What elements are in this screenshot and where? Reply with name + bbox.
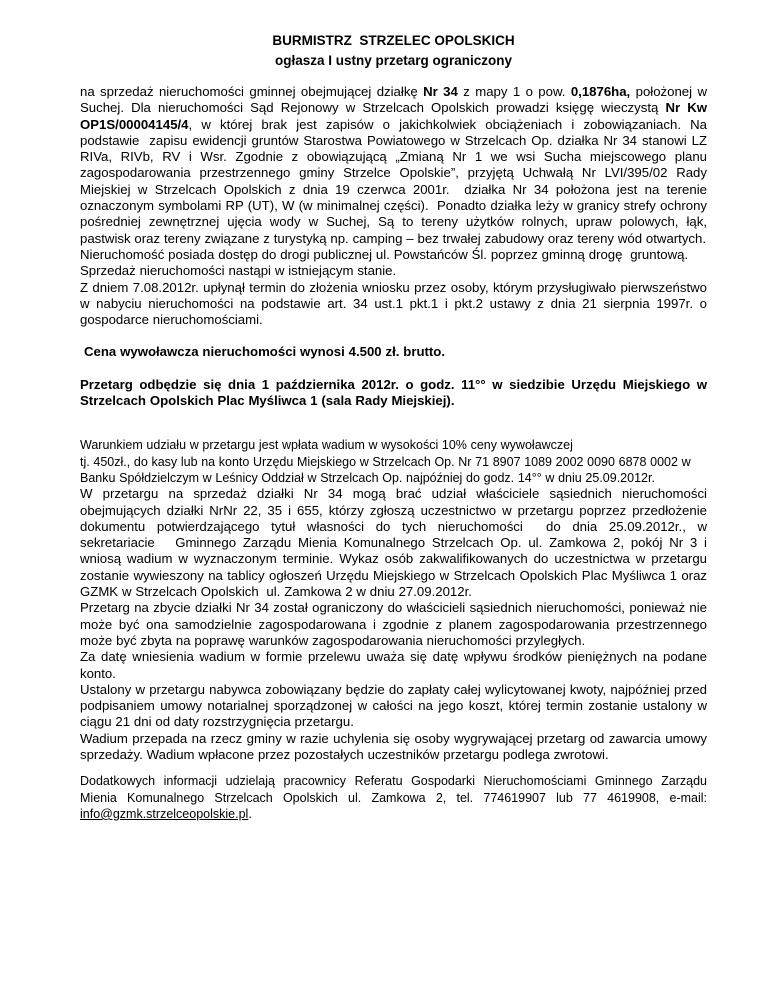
text-run: Przetarg odbędzie się dnia 1 października 2012r. o godz. 11°° w siedzibie Urzędu Miejskiego w Strzelcach Opolskich Plac Myśliwca 1 (sala Rady Miejskiej). bbox=[80, 376, 707, 409]
text-run: Za datę wniesienia wadium w formie przelewu uważa się datę wpływu środków pieniężnych na podane konto. bbox=[80, 649, 707, 681]
text-run: Cena wywoławcza nieruchomości wynosi 4.500 zł. brutto. bbox=[84, 344, 446, 360]
text-run: z mapy 1 o pow. bbox=[457, 84, 571, 99]
email-link[interactable]: info@gzmk.strzelceopolskie.pl bbox=[80, 806, 249, 821]
text-run: 0,1876ha, bbox=[570, 84, 631, 99]
text-run: Nr 34 bbox=[423, 84, 458, 99]
deposit-forfeiture-paragraph bbox=[80, 731, 707, 764]
text-run: na sprzedaż nieruchomości gminnej obejmującej działkę bbox=[80, 84, 424, 99]
deposit-requirements-paragraph bbox=[80, 437, 707, 486]
deposit-transfer-date-paragraph bbox=[80, 649, 707, 682]
participation-conditions-paragraph bbox=[80, 486, 707, 600]
document-body bbox=[80, 84, 707, 822]
text-run: Wadium przepada na rzecz gminy w razie uchylenia się osoby wygrywającej przetarg od zawarcia umowy sprzedaży. Wadium wpłacone przez pozostałych uczestników przetargu podlega zwrotowi. bbox=[80, 730, 707, 762]
text-run: Z dniem 7.08.2012r. upłynął termin do złożenia wniosku przez osoby, którym przysługiwało pierwszeństwo w nabyciu nieruchomości na podstawie art. 34 ust.1 pkt.1 i pkt.2 ustawy z dnia 21 sierpnia 1997r. o gospodarce nieruchomościami. bbox=[80, 279, 707, 328]
document-subtitle: ogłasza I ustny przetarg ograniczony bbox=[274, 53, 513, 68]
property-description-paragraph bbox=[80, 84, 707, 247]
document-header bbox=[80, 31, 707, 71]
text-run: położonej w Suchej. Dla nieruchomości Sąd Rejonowy w Strzelcach Opolskich prowadzi księgę wieczystą bbox=[80, 84, 707, 116]
auction-restriction-paragraph bbox=[80, 600, 707, 649]
sale-condition-paragraph bbox=[80, 263, 707, 279]
text-run: , w której brak jest zapisów o jakichkolwiek obciążeniach i zobowiązaniach. Na podstawie zapisu ewidencji gruntów Starostwa Powiatowego w Strzelcach Op. działka Nr 34 stanowi LZ RIVa, RIVb, RV i Wsr. Zgodnie z obowiązującą „Zmianą Nr 1 we wsi Sucha miejscowego planu zagospodarowania przestrzennego gminy Strzelce Opolskie”, przyjętą Uchwałą Nr LVI/395/02 Rady Miejskiej w Strzelcach Opolskich z dnia 19 czerwca 2001r. działka Nr 34 położona jest na terenie oznaczonym symbolami RP (UT), W (w minimalnej części). Ponadto działka leży w granicy strefy ochrony pośredniej zewnętrznej ujęcia wody w Suchej, Są to tereny użytków rolnych, upraw polowych, łąk, pastwisk oraz tereny związane z turystyką np. camping – bez trwałej zabudowy oraz tereny wód otwartych. bbox=[80, 116, 707, 246]
road-access-paragraph bbox=[80, 247, 707, 263]
text-run: Sprzedaż nieruchomości nastąpi w istniejącym stanie. bbox=[80, 263, 397, 279]
text-run: . bbox=[248, 806, 252, 821]
contact-info-paragraph bbox=[80, 773, 707, 822]
text-run: tj. 450zł., do kasy lub na konto Urzędu Miejskiego w Strzelcach Op. Nr 71 8907 1089 2002 0090 6878 0002 w Banku Spółdzielczym w Leśnicy Oddział w Strzelcach Op. najpóźniej do godz. 14°° w dniu 25.09.2012r. bbox=[80, 454, 691, 485]
text-run: Przetarg na zbycie działki Nr 34 został ograniczony do właścicieli sąsiednich nieruchomości, ponieważ nie może być ona samodzielnie zagospodarowana i zgodnie z planem zagospodarowania przestrzennego może być zbyta na poprawę warunków zagospodarowania nieruchomości przyległych. bbox=[80, 600, 707, 648]
payment-obligation-paragraph bbox=[80, 682, 707, 731]
text-run: Dodatkowych informacji udzielają pracownicy Referatu Gospodarki Nieruchomościami Gminnego Zarządu Mienia Komunalnego Strzelcach Opolskich ul. Zamkowa 2, tel. 774619907 lub 77 4619908, e-mail: bbox=[80, 774, 707, 805]
text-run: Nr Kw OP1S/00004145/4 bbox=[80, 100, 707, 132]
auction-date-paragraph bbox=[80, 377, 707, 410]
text-run: Warunkiem udziału w przetargu jest wpłata wadium w wysokości 10% ceny wywoławczej bbox=[80, 438, 573, 453]
text-run: Ustalony w przetargu nabywca zobowiązany będzie do zapłaty całej wylicytowanej kwoty, najpóźniej przed podpisaniem umowy notarialnej sporządzonej w całości na jego koszt, której termin zostanie ustalony w ciągu 21 dni od daty rozstrzygnięcia przetargu. bbox=[80, 681, 707, 730]
text-run: Nieruchomość posiada dostęp do drogi publicznej ul. Powstańców Śl. poprzez gminną drogę gruntową. bbox=[80, 246, 689, 262]
text-run: W przetargu na sprzedaż działki Nr 34 mogą brać udział właściciele sąsiednich nieruchomości obejmujących działki NrNr 22, 35 i 655, którzy zgłoszą uczestnictwo w przetargu poprzez przedłożenie dokumentu potwierdzającego tytuł własności do tych nieruchomości do dnia 25.09.2012r., w sekretariacie Gminnego Zarządu Mienia Komunalnego Strzelcach Op. ul. Zamkowa 2, pokój Nr 3 i wniosą wadium w wyznaczonym terminie. Wykaz osób zakwalifikowanych do uczestnictwa w przetargu zostanie wywieszony na tablicy ogłoszeń Urzędu Miejskiego w Strzelcach Opolskich Plac Myśliwca 1 oraz GZMK w Strzelcach Opolskich ul. Zamkowa 2 w dniu 27.09.2012r. bbox=[80, 486, 707, 600]
priority-deadline-paragraph bbox=[80, 280, 707, 329]
starting-price-paragraph bbox=[80, 344, 707, 360]
document-title: BURMISTRZ STRZELEC OPOLSKICH bbox=[272, 33, 515, 48]
